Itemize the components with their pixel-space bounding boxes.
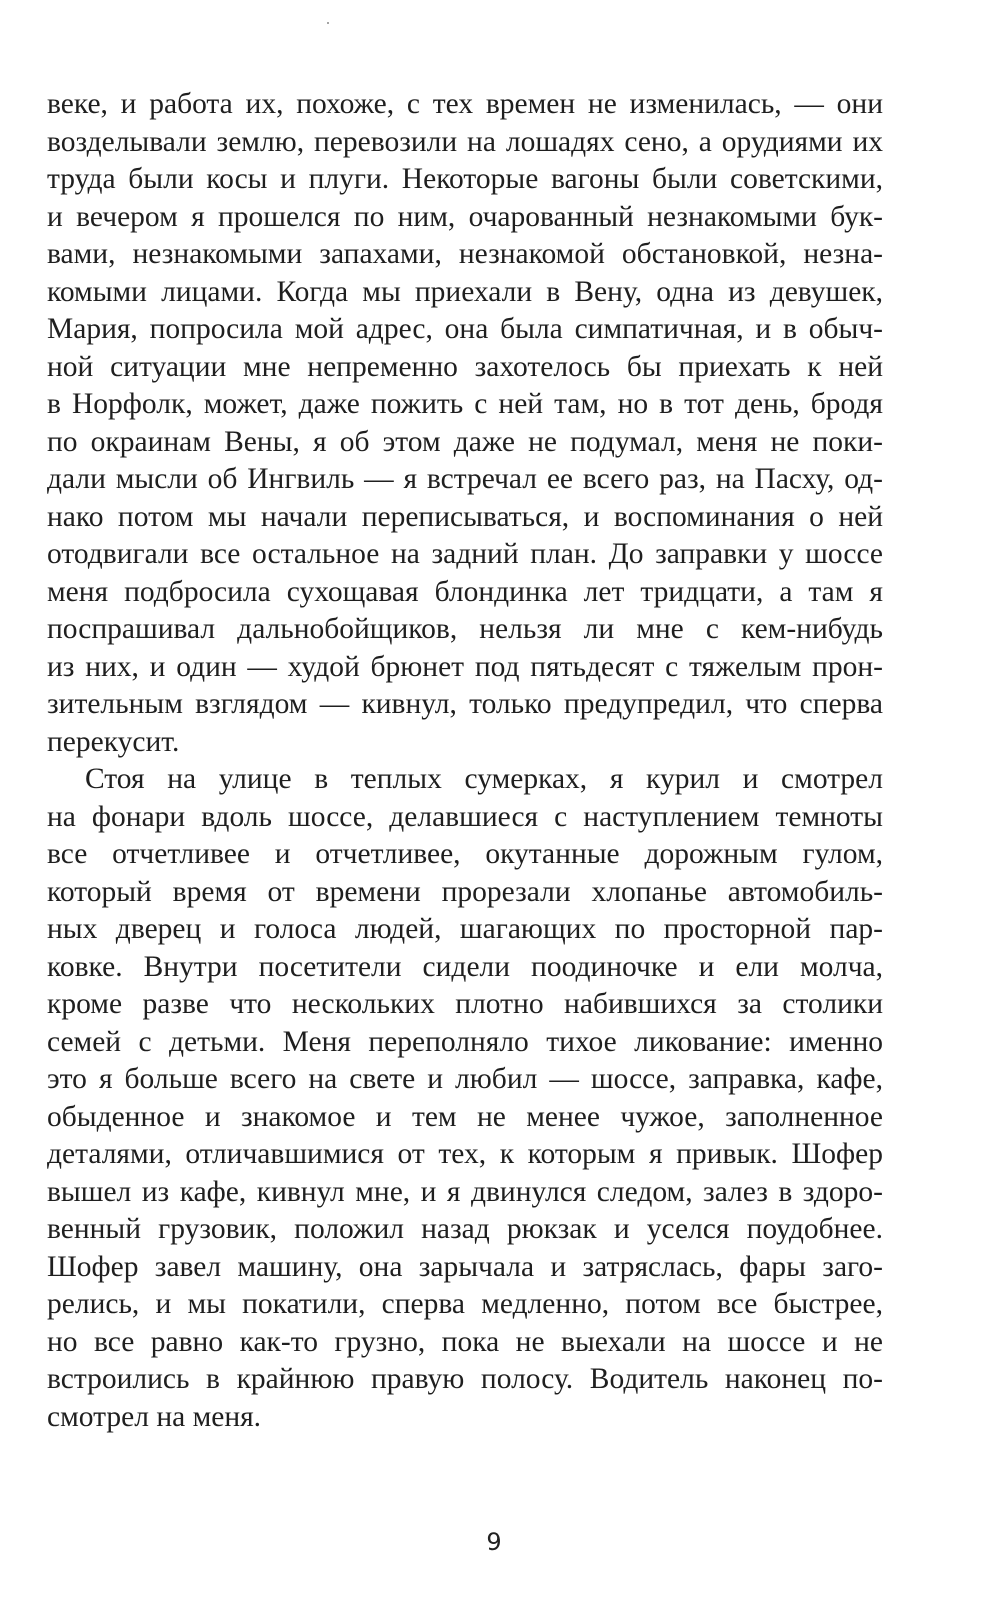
text-line: релись, и мы покатили, сперва медленно, потом все быстрее, [47,1288,883,1320]
text-line: в Норфолк, может, даже пожить с ней там, но в тот день, бродя [47,388,883,420]
text-line: дали мысли об Ингвиль — я встречал ее всего раз, на Пасху, од- [47,463,883,495]
text-line: веке, и работа их, похоже, с тех времен не изменилась, — они [47,88,883,120]
text-line: но все равно как-то грузно, пока не выехали на шоссе и не [47,1325,883,1358]
text-line: ной ситуации мне непременно захотелось бы приехать к ней [47,350,883,383]
text-line: встроились в крайнюю правую полосу. Водитель наконец по- [47,1363,883,1395]
text-line: возделывали землю, перевозили на лошадях сено, а орудиями их [47,125,883,158]
paragraph-2 [47,761,883,1436]
text-line: комыми лицами. Когда мы приехали в Вену, одна из девушек, [47,275,883,308]
text-line: меня подбросила сухощавая блондинка лет тридцати, а там я [47,575,883,608]
text-line: вами, незнакомыми запахами, незнакомой обстановкой, незна- [47,238,883,270]
text-line: венный грузовик, положил назад рюкзак и уселся поудобнее. [47,1213,883,1245]
text-line: из них, и один — худой брюнет под пятьдесят с тяжелым прон- [47,650,883,683]
text-line: по окраинам Вены, я об этом даже не подумал, меня не поки- [47,425,883,458]
text-line: обыденное и знакомое и тем не менее чужое, заполненное [47,1100,883,1133]
text-line: который время от времени прорезали хлопанье автомобиль- [47,875,883,908]
text-line: деталями, отличавшимися от тех, к которым я привык. Шофер [47,1138,883,1170]
paragraph-1 [47,86,883,761]
text-line: Мария, попросила мой адрес, она была симпатичная, и в обыч- [47,313,883,345]
body-text [47,86,883,1436]
text-line: Стоя на улице в теплых сумерках, я курил и смотрел [85,763,883,795]
text-line: нако потом мы начали переписываться, и воспоминания о ней [47,500,883,533]
text-line: все отчетливее и отчетливее, окутанные дорожным гулом, [47,838,883,870]
text-line: вышел из кафе, кивнул мне, и я двинулся следом, залез в здоро- [47,1175,883,1208]
text-line: перекусит. [47,725,180,758]
text-line: это я больше всего на свете и любил — шоссе, заправка, кафе, [47,1063,883,1095]
text-line: поспрашивал дальнобойщиков, нельзя ли мне с кем-нибудь [47,613,883,645]
text-line: кроме разве что нескольких плотно набившихся за столики [47,988,883,1020]
print-speck [327,22,329,24]
text-line: Шофер завел машину, она зарычала и затряслась, фары заго- [47,1250,883,1283]
page-number: 9 [486,1528,502,1556]
text-line: ковке. Внутри посетители сидели поодиночке и ели молча, [47,950,883,983]
text-line: на фонари вдоль шоссе, делавшиеся с наступлением темноты [47,800,883,833]
text-line: труда были косы и плуги. Некоторые вагоны были советскими, [47,163,883,195]
text-line: зительным взглядом — кивнул, только предупредил, что сперва [47,688,883,720]
text-line: ных дверец и голоса людей, шагающих по просторной пар- [47,913,883,945]
text-line: смотрел на меня. [47,1400,262,1433]
text-line: семей с детьми. Меня переполняло тихое ликование: именно [47,1025,883,1058]
text-line: отодвигали все остальное на задний план. До заправки у шоссе [47,538,883,570]
text-line: и вечером я прошелся по ним, очарованный незнакомыми бук- [47,200,883,233]
